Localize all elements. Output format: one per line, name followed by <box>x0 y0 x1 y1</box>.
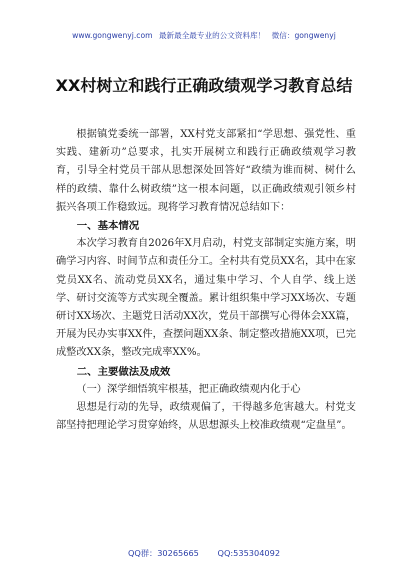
wechat-id: 微信：gongwenyj <box>271 31 336 40</box>
subsection-heading-study: （一）深学细悟筑牢根基，把正确政绩观内化于心 <box>76 383 301 395</box>
section-heading-practices: 二、主要做法及成效 <box>76 365 171 378</box>
section-heading-basic: 一、基本情况 <box>76 220 140 233</box>
qq-number: QQ:535304092 <box>217 548 281 558</box>
qq-group: QQ群：30265665 <box>127 548 199 558</box>
document-body <box>56 126 356 435</box>
study-paragraph: 思想是行动的先导，政绩观偏了，干得越多危害越大。村党支部坚持把理论学习贯穿始终，从思想源头上校准政绩观“定盘星”。 <box>56 402 356 432</box>
header-banner <box>0 30 408 41</box>
site-url[interactable]: www.gongwenyj.com <box>72 31 153 40</box>
document-title: XX村树立和践行正确政绩观学习教育总结 <box>55 76 353 95</box>
footer-banner <box>0 548 408 559</box>
site-slogan: 最新最全最专业的公文资料库！ <box>158 31 266 40</box>
intro-paragraph: 根据镇党委统一部署，XX村党支部紧扣“学思想、强党性、重实践、建新功”总要求，扎实开展树立和践行正确政绩观学习教育，引导全村党员干部从思想深处回答好“政绩为谁而树、树什么样的政绩、靠什么树政绩”这一根本问题，以正确政绩观引领乡村振兴各项工作稳致远。现将学习教育情况总结如下： <box>56 129 356 213</box>
basic-situation-paragraph: 本次学习教育自2026年X月启动，村党支部制定实施方案，明确学习内容、时间节点和责任分工。全村共有党员XX名，其中在家党员XX名、流动党员XX名，通过集中学习、个人自学、线上送学、研讨交流等方式实现全覆盖。累计组织集中学习XX场次、专题研讨XX场次、主题党日活动XX次，党员干部撰写心得体会XX篇，开展为民办实事XX件，查摆问题XX条、制定整改措施XX项，已完成整改XX条，整改完成率XX%。 <box>56 238 356 359</box>
